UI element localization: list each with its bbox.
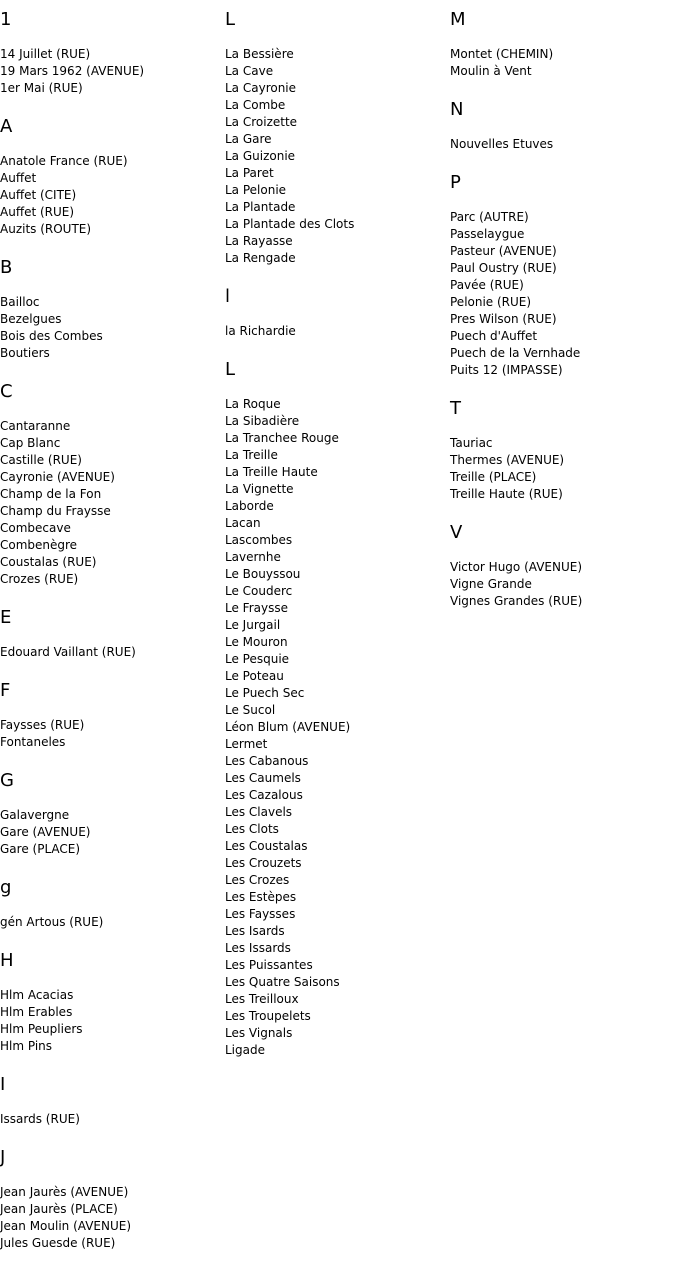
street-list <box>0 914 225 931</box>
street-link[interactable]: Boutiers <box>0 346 50 360</box>
letter-group <box>0 1072 225 1128</box>
letter-heading: G <box>0 770 14 791</box>
street-link[interactable]: La Combe <box>225 98 286 112</box>
letter-heading: T <box>450 398 461 419</box>
street-link[interactable]: Léon Blum (AVENUE) <box>225 720 351 734</box>
street-link[interactable]: Hlm Peupliers <box>0 1022 83 1036</box>
street-link[interactable]: La Rayasse <box>225 234 293 248</box>
street-link[interactable]: Bezelgues <box>0 312 62 326</box>
street-link[interactable]: Cayronie (AVENUE) <box>0 470 115 484</box>
street-list <box>225 396 450 1059</box>
street-link[interactable]: Bois des Combes <box>0 329 103 343</box>
street-link[interactable]: 1er Mai (RUE) <box>0 81 83 95</box>
street-link[interactable]: La Croizette <box>225 115 298 129</box>
street-link[interactable]: Hlm Erables <box>0 1005 73 1019</box>
street-link[interactable]: La Treille Haute <box>225 465 318 479</box>
letter-heading: L <box>225 9 236 30</box>
street-list <box>225 46 450 267</box>
street-link[interactable]: Les Cazalous <box>225 788 303 802</box>
street-link[interactable]: Les Clots <box>225 822 279 836</box>
street-list <box>0 717 225 751</box>
street-link[interactable]: Vignes Grandes (RUE) <box>450 594 583 608</box>
letter-group <box>0 379 225 588</box>
letter-group <box>0 948 225 1055</box>
street-link[interactable]: Bailloc <box>0 295 40 309</box>
letter-heading: C <box>0 381 13 402</box>
street-link[interactable]: Les Quatre Saisons <box>225 975 340 989</box>
letter-heading: F <box>0 680 11 701</box>
street-list <box>450 559 675 610</box>
street-link[interactable]: Les Issards <box>225 941 291 955</box>
street-link[interactable]: Les Crouzets <box>225 856 302 870</box>
letter-group <box>225 284 450 340</box>
street-link[interactable]: Faysses (RUE) <box>0 718 85 732</box>
street-index-column-3 <box>450 0 675 610</box>
street-list <box>0 987 225 1055</box>
street-link[interactable]: Le Mouron <box>225 635 288 649</box>
street-link[interactable]: Pelonie (RUE) <box>450 295 532 309</box>
street-link[interactable]: Le Poteau <box>225 669 284 683</box>
street-link[interactable]: Crozes (RUE) <box>0 572 79 586</box>
street-link[interactable]: Les Treilloux <box>225 992 299 1006</box>
street-link[interactable]: La Sibadière <box>225 414 300 428</box>
street-link[interactable]: Montet (CHEMIN) <box>450 47 554 61</box>
street-link[interactable]: Cantaranne <box>0 419 71 433</box>
street-link[interactable]: Lavernhe <box>225 550 281 564</box>
street-link[interactable]: La Tranchee Rouge <box>225 431 339 445</box>
street-list <box>225 323 450 340</box>
letter-heading: V <box>450 522 463 543</box>
letter-heading: A <box>0 116 13 137</box>
letter-group <box>450 7 675 80</box>
street-link[interactable]: Les Puissantes <box>225 958 313 972</box>
street-link[interactable]: Le Fraysse <box>225 601 288 615</box>
street-link[interactable]: Moulin à Vent <box>450 64 532 78</box>
street-link[interactable]: Victor Hugo (AVENUE) <box>450 560 583 574</box>
letter-heading: J <box>0 1147 6 1168</box>
street-link[interactable]: Jean Jaurès (AVENUE) <box>0 1185 129 1199</box>
street-link[interactable]: Puech de la Vernhade <box>450 346 581 360</box>
street-link[interactable]: Laborde <box>225 499 274 513</box>
street-link[interactable]: Vigne Grande <box>450 577 532 591</box>
street-list <box>0 644 225 661</box>
street-link[interactable]: La Cayronie <box>225 81 297 95</box>
street-link[interactable]: Les Vignals <box>225 1026 293 1040</box>
street-link[interactable]: Hlm Pins <box>0 1039 53 1053</box>
street-index-column-2 <box>225 0 450 1059</box>
street-link[interactable]: Pasteur (AVENUE) <box>450 244 557 258</box>
letter-heading: L <box>225 359 236 380</box>
letter-group <box>450 170 675 379</box>
letter-group <box>225 357 450 1059</box>
street-list <box>0 1184 225 1252</box>
street-link[interactable]: Edouard Vaillant (RUE) <box>0 645 136 659</box>
street-link[interactable]: Les Troupelets <box>225 1009 311 1023</box>
street-list <box>0 46 225 97</box>
street-list <box>0 153 225 238</box>
street-link[interactable]: La Paret <box>225 166 274 180</box>
letter-group <box>0 768 225 858</box>
letter-heading: E <box>0 607 12 628</box>
street-link[interactable]: Les Crozes <box>225 873 290 887</box>
street-link[interactable]: Le Jurgail <box>225 618 281 632</box>
street-link[interactable]: 19 Mars 1962 (AVENUE) <box>0 64 145 78</box>
street-link[interactable]: Ligade <box>225 1043 265 1057</box>
street-link[interactable]: Pres Wilson (RUE) <box>450 312 557 326</box>
street-link[interactable]: Champ de la Fon <box>0 487 102 501</box>
street-link[interactable]: La Roque <box>225 397 281 411</box>
street-link[interactable]: Puech d'Auffet <box>450 329 538 343</box>
street-link[interactable]: Thermes (AVENUE) <box>450 453 565 467</box>
street-link[interactable]: Castille (RUE) <box>0 453 82 467</box>
street-link[interactable]: Gare (AVENUE) <box>0 825 91 839</box>
street-link[interactable]: Auffet <box>0 171 37 185</box>
letter-heading: l <box>225 286 231 307</box>
street-list <box>0 294 225 362</box>
street-link[interactable]: Nouvelles Etuves <box>450 137 554 151</box>
street-link[interactable]: La Cave <box>225 64 274 78</box>
street-link[interactable]: Les Caumels <box>225 771 301 785</box>
letter-group <box>450 520 675 610</box>
street-link[interactable]: Lascombes <box>225 533 293 547</box>
street-link[interactable]: La Plantade des Clots <box>225 217 355 231</box>
street-link[interactable]: Galavergne <box>0 808 70 822</box>
street-list <box>450 435 675 503</box>
letter-group <box>0 678 225 751</box>
street-link[interactable]: Treille (PLACE) <box>450 470 537 484</box>
street-link[interactable]: Treille Haute (RUE) <box>450 487 563 501</box>
letter-heading: B <box>0 257 13 278</box>
street-link[interactable]: Combenègre <box>0 538 78 552</box>
letter-heading: 1 <box>0 9 12 30</box>
street-link[interactable]: La Guizonie <box>225 149 296 163</box>
street-link[interactable]: Les Faysses <box>225 907 296 921</box>
letter-group <box>0 114 225 238</box>
street-list <box>0 807 225 858</box>
street-link[interactable]: Le Couderc <box>225 584 293 598</box>
street-link[interactable]: Auffet (RUE) <box>0 205 75 219</box>
street-link[interactable]: Fontaneles <box>0 735 66 749</box>
letter-group <box>450 97 675 153</box>
street-link[interactable]: Jules Guesde (RUE) <box>0 1236 116 1250</box>
street-link[interactable]: Cap Blanc <box>0 436 61 450</box>
street-link[interactable]: Lacan <box>225 516 261 530</box>
street-link[interactable]: La Bessière <box>225 47 294 61</box>
street-link[interactable]: Champ du Fraysse <box>0 504 111 518</box>
street-link[interactable]: Passelaygue <box>450 227 525 241</box>
street-link[interactable]: la Richardie <box>225 324 296 338</box>
letter-group <box>225 7 450 267</box>
street-link[interactable]: Le Pesquie <box>225 652 290 666</box>
street-link[interactable]: Les Isards <box>225 924 285 938</box>
street-link[interactable]: La Pelonie <box>225 183 287 197</box>
letter-group <box>450 396 675 503</box>
letter-heading: N <box>450 99 464 120</box>
letter-heading: P <box>450 172 461 193</box>
street-link[interactable]: Le Sucol <box>225 703 276 717</box>
street-link[interactable]: Parc (AUTRE) <box>450 210 529 224</box>
street-link[interactable]: Paul Oustry (RUE) <box>450 261 557 275</box>
street-link[interactable]: Le Puech Sec <box>225 686 305 700</box>
street-link[interactable]: La Plantade <box>225 200 296 214</box>
street-list <box>450 209 675 379</box>
street-link[interactable]: Anatole France (RUE) <box>0 154 128 168</box>
street-link[interactable]: Les Clavels <box>225 805 293 819</box>
street-link[interactable]: La Vignette <box>225 482 294 496</box>
street-link[interactable]: 14 Juillet (RUE) <box>0 47 91 61</box>
street-link[interactable]: La Rengade <box>225 251 296 265</box>
street-list <box>450 136 675 153</box>
street-link[interactable]: La Gare <box>225 132 272 146</box>
street-list <box>0 1111 225 1128</box>
street-link[interactable]: Hlm Acacias <box>0 988 74 1002</box>
street-link[interactable]: Jean Jaurès (PLACE) <box>0 1202 118 1216</box>
letter-group <box>0 875 225 931</box>
street-list <box>450 46 675 80</box>
street-link[interactable]: Les Coustalas <box>225 839 308 853</box>
street-link[interactable]: Les Estèpes <box>225 890 297 904</box>
street-link[interactable]: Pavée (RUE) <box>450 278 524 292</box>
letter-heading: H <box>0 950 14 971</box>
street-link[interactable]: Lermet <box>225 737 268 751</box>
street-link[interactable]: Le Bouyssou <box>225 567 301 581</box>
street-link[interactable]: gén Artous (RUE) <box>0 915 104 929</box>
street-link[interactable]: La Treille <box>225 448 278 462</box>
letter-group <box>0 255 225 362</box>
letter-heading: I <box>0 1074 6 1095</box>
street-link[interactable]: Tauriac <box>450 436 493 450</box>
street-list <box>0 418 225 588</box>
letter-group <box>0 1145 225 1252</box>
letter-heading: M <box>450 9 466 30</box>
street-link[interactable]: Puits 12 (IMPASSE) <box>450 363 563 377</box>
street-link[interactable]: Gare (PLACE) <box>0 842 81 856</box>
street-index-column-1 <box>0 0 225 1252</box>
street-link[interactable]: Auzits (ROUTE) <box>0 222 92 236</box>
letter-group <box>0 605 225 661</box>
street-link[interactable]: Auffet (CITE) <box>0 188 77 202</box>
street-link[interactable]: Combecave <box>0 521 71 535</box>
letter-group <box>0 7 225 97</box>
street-link[interactable]: Issards (RUE) <box>0 1112 80 1126</box>
street-link[interactable]: Coustalas (RUE) <box>0 555 97 569</box>
street-link[interactable]: Les Cabanous <box>225 754 309 768</box>
street-link[interactable]: Jean Moulin (AVENUE) <box>0 1219 132 1233</box>
letter-heading: g <box>0 877 12 898</box>
